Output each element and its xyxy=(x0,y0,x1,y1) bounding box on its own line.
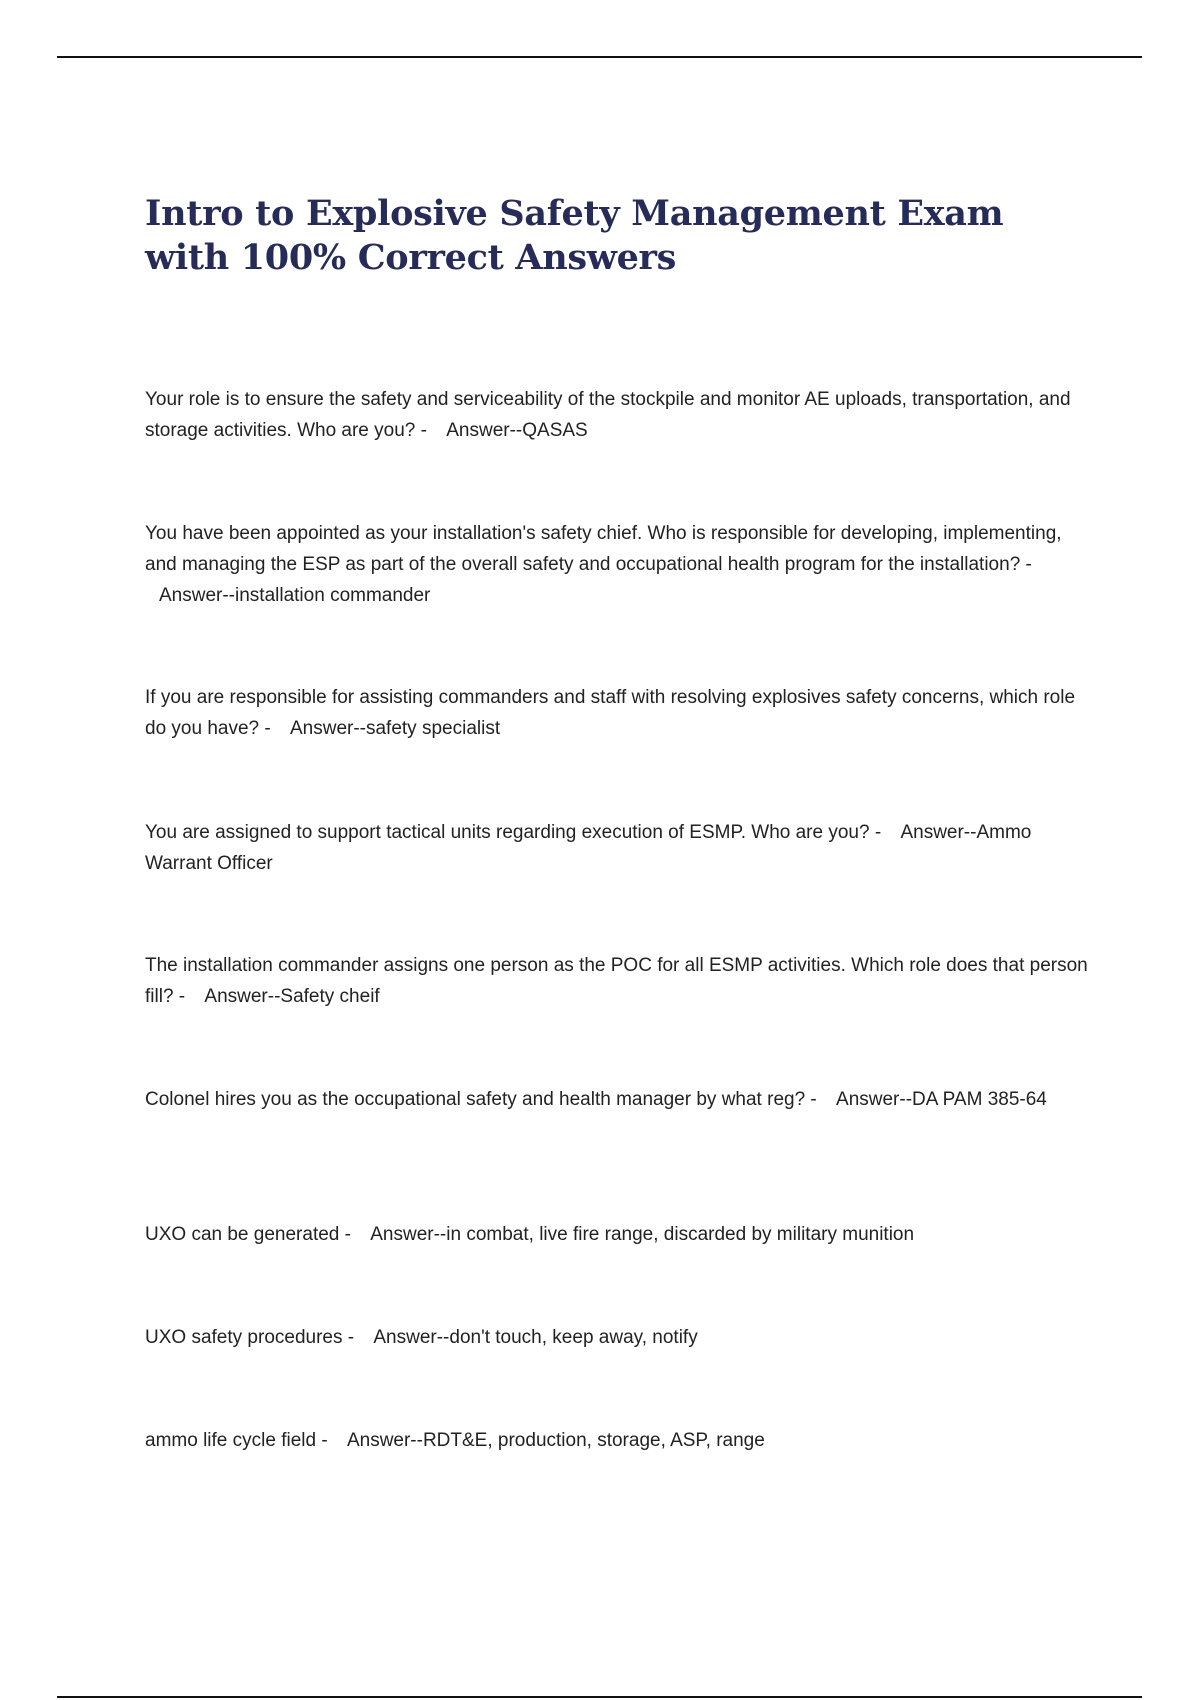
qa-item-9 xyxy=(145,1425,1090,1456)
qa-item-5 xyxy=(145,950,1090,1012)
qa-item-1 xyxy=(145,384,1090,446)
qa-item-2 xyxy=(145,518,1090,611)
qa-item-6 xyxy=(145,1084,1090,1115)
qa-question: If you are responsible for assisting commanders and staff with resolving explosives safety concerns, which role do you have? - xyxy=(145,687,1076,739)
qa-answer: Answer--installation commander xyxy=(159,585,431,606)
qa-item-3 xyxy=(145,682,1090,744)
qa-answer: Answer--RDT&E, production, storage, ASP, range xyxy=(346,1430,765,1451)
document-title: Intro to Explosive Safety Management Exam with 100% Correct Answers xyxy=(145,193,1004,278)
qa-question: The installation commander assigns one person as the POC for all ESMP activities. Which role does that person fill? - xyxy=(145,955,1088,1007)
qa-answer: Answer--safety specialist xyxy=(289,718,501,739)
qa-answer: Answer--DA PAM 385-64 xyxy=(836,1089,1047,1110)
qa-question: Colonel hires you as the occupational safety and health manager by what reg? - xyxy=(145,1089,817,1110)
footer-rule xyxy=(57,1696,1142,1698)
qa-question: UXO safety procedures - xyxy=(145,1327,355,1348)
qa-question: You are assigned to support tactical units regarding execution of ESMP. Who are you? - xyxy=(145,822,882,843)
qa-question: ammo life cycle field - xyxy=(145,1430,328,1451)
qa-item-4 xyxy=(145,817,1090,879)
qa-item-7 xyxy=(145,1219,1090,1250)
qa-item-8 xyxy=(145,1322,1090,1353)
qa-question: You have been appointed as your installation's safety chief. Who is responsible for developing, implementing, and managing the ESP as part of the overall safety and occupational health program for the installation? - xyxy=(145,523,1062,575)
qa-answer: Answer--QASAS xyxy=(446,420,588,441)
header-rule xyxy=(57,56,1142,58)
qa-answer: Answer--Ammo Warrant Officer xyxy=(145,822,1032,874)
qa-answer: Answer--in combat, live fire range, discarded by military munition xyxy=(370,1224,915,1245)
qa-answer: Answer--don't touch, keep away, notify xyxy=(373,1327,698,1348)
qa-question: Your role is to ensure the safety and serviceability of the stockpile and monitor AE uploads, transportation, and storage activities. Who are you? - xyxy=(145,389,1071,441)
qa-answer: Answer--Safety cheif xyxy=(204,986,380,1007)
qa-question: UXO can be generated - xyxy=(145,1224,351,1245)
